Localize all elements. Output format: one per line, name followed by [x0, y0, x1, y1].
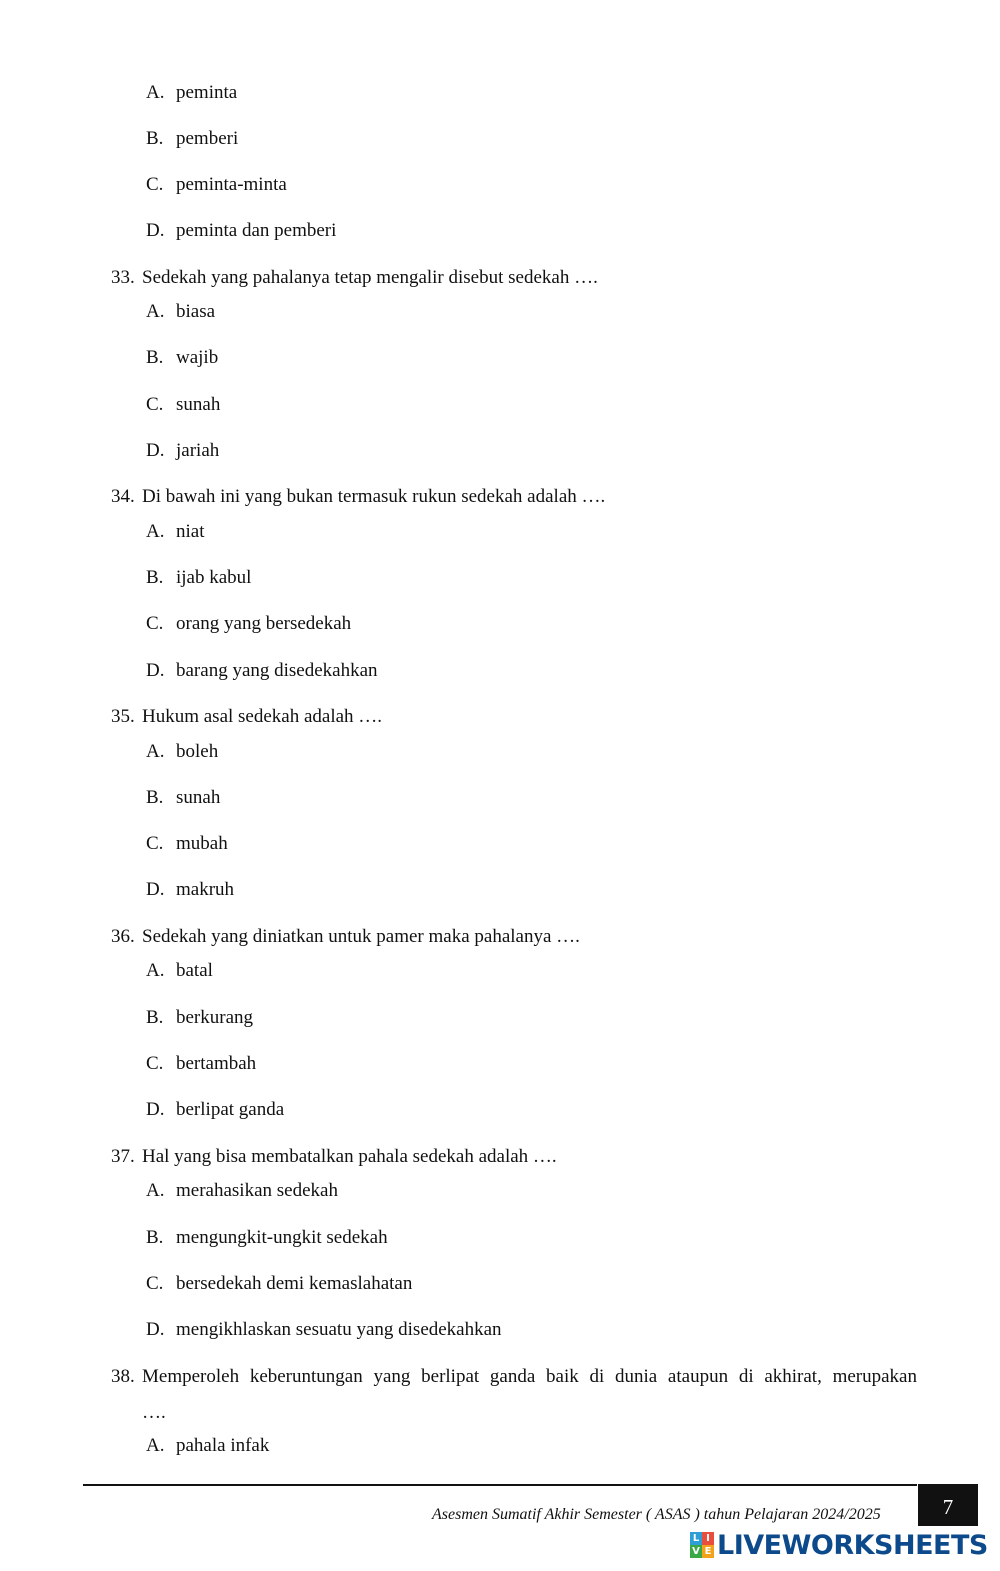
option-text: sunah: [176, 394, 221, 415]
question-number: 33.: [111, 267, 135, 288]
option-text: merahasikan sedekah: [176, 1180, 338, 1201]
option-letter: A.: [146, 301, 165, 322]
option-text: batal: [176, 960, 213, 981]
option-letter: B.: [146, 1227, 164, 1248]
q37-option-b[interactable]: [146, 1226, 388, 1250]
option-letter: B.: [146, 1007, 164, 1028]
logo-letter-v: V: [690, 1545, 702, 1558]
option-text: bersedekah demi kemaslahatan: [176, 1273, 413, 1294]
q34-option-b[interactable]: [146, 566, 251, 590]
q36-option-d[interactable]: [146, 1098, 284, 1122]
option-text: mubah: [176, 833, 228, 854]
option-text: berkurang: [176, 1007, 254, 1028]
option-text: ijab kabul: [176, 567, 252, 588]
option-letter: C.: [146, 1053, 164, 1074]
option-letter: B.: [146, 128, 164, 149]
question-36: [111, 925, 580, 949]
q35-option-d[interactable]: [146, 878, 234, 902]
q33-option-c[interactable]: [146, 393, 220, 417]
option-text: mengungkit-ungkit sedekah: [176, 1227, 388, 1248]
option-letter: C.: [146, 613, 164, 634]
question-text: Memperoleh keberuntungan yang berlipat ganda baik di dunia ataupun di akhirat, merupakan: [142, 1366, 917, 1387]
option-text: peminta: [176, 82, 238, 103]
liveworksheets-logo-icon: [690, 1532, 714, 1558]
question-number: 38.: [111, 1366, 135, 1387]
question-number: 36.: [111, 926, 135, 947]
page-number-box: [918, 1484, 978, 1526]
option-letter: C.: [146, 394, 164, 415]
option-letter: A.: [146, 960, 165, 981]
option-text: wajib: [176, 347, 219, 368]
question-text: Sedekah yang diniatkan untuk pamer maka pahalanya ….: [142, 926, 580, 947]
q32-option-d[interactable]: [146, 219, 336, 243]
option-letter: D.: [146, 879, 165, 900]
logo-letter-l: L: [690, 1532, 702, 1545]
question-38-continuation: ….: [142, 1402, 166, 1423]
q37-option-c[interactable]: [146, 1272, 412, 1296]
q35-option-c[interactable]: [146, 832, 228, 856]
question-38: [111, 1365, 917, 1389]
logo-letter-e: E: [702, 1545, 714, 1558]
q35-option-a[interactable]: [146, 740, 218, 764]
option-text: sunah: [176, 787, 221, 808]
q36-option-a[interactable]: [146, 959, 213, 983]
option-letter: C.: [146, 1273, 164, 1294]
option-letter: B.: [146, 567, 164, 588]
q34-option-d[interactable]: [146, 659, 378, 683]
option-letter: D.: [146, 660, 165, 681]
page-number: 7: [942, 1495, 954, 1519]
footer-title: Asesmen Sumatif Akhir Semester ( ASAS ) tahun Pelajaran 2024/2025: [432, 1506, 881, 1523]
option-text: pemberi: [176, 128, 239, 149]
q34-option-c[interactable]: [146, 612, 351, 636]
option-letter: C.: [146, 174, 164, 195]
option-text: orang yang bersedekah: [176, 613, 352, 634]
question-text: Di bawah ini yang bukan termasuk rukun sedekah adalah ….: [142, 486, 606, 507]
q34-option-a[interactable]: [146, 520, 205, 544]
q36-option-c[interactable]: [146, 1052, 256, 1076]
option-letter: A.: [146, 521, 165, 542]
option-text: berlipat ganda: [176, 1099, 285, 1120]
option-text: peminta-minta: [176, 174, 287, 195]
question-text: Sedekah yang pahalanya tetap mengalir disebut sedekah ….: [142, 267, 598, 288]
q32-option-c[interactable]: [146, 173, 287, 197]
option-letter: D.: [146, 1099, 165, 1120]
option-letter: B.: [146, 787, 164, 808]
question-number: 37.: [111, 1146, 135, 1167]
option-letter: D.: [146, 220, 165, 241]
brand-name: LIVEWORKSHEETS: [717, 1529, 988, 1561]
option-text: niat: [176, 521, 205, 542]
question-37: [111, 1145, 557, 1169]
option-text: pahala infak: [176, 1435, 270, 1456]
option-letter: C.: [146, 833, 164, 854]
question-35: [111, 705, 382, 729]
question-text: Hal yang bisa membatalkan pahala sedekah adalah ….: [142, 1146, 557, 1167]
option-text: makruh: [176, 879, 235, 900]
q35-option-b[interactable]: [146, 786, 220, 810]
option-text: barang yang disedekahkan: [176, 660, 378, 681]
q32-option-a[interactable]: [146, 81, 237, 105]
option-letter: A.: [146, 1180, 165, 1201]
option-letter: A.: [146, 82, 165, 103]
option-letter: A.: [146, 1435, 165, 1456]
option-letter: B.: [146, 347, 164, 368]
question-text: Hukum asal sedekah adalah ….: [142, 706, 383, 727]
question-33: [111, 266, 598, 290]
question-number: 34.: [111, 486, 135, 507]
q33-option-d[interactable]: [146, 439, 219, 463]
liveworksheets-brand[interactable]: [690, 1528, 988, 1562]
q38-option-a[interactable]: [146, 1434, 269, 1458]
option-letter: D.: [146, 1319, 165, 1340]
option-text: boleh: [176, 741, 219, 762]
q37-option-d[interactable]: [146, 1318, 502, 1342]
option-text: mengikhlaskan sesuatu yang disedekahkan: [176, 1319, 502, 1340]
option-text: peminta dan pemberi: [176, 220, 337, 241]
option-letter: A.: [146, 741, 165, 762]
option-text: jariah: [176, 440, 220, 461]
option-letter: D.: [146, 440, 165, 461]
q33-option-a[interactable]: [146, 300, 215, 324]
option-text: biasa: [176, 301, 216, 322]
q36-option-b[interactable]: [146, 1006, 253, 1030]
option-text: bertambah: [176, 1053, 257, 1074]
question-number: 35.: [111, 706, 135, 727]
logo-letter-i: I: [702, 1532, 714, 1545]
question-34: [111, 485, 605, 509]
footer-rule: [83, 1484, 917, 1486]
q37-option-a[interactable]: [146, 1179, 338, 1203]
q32-option-b[interactable]: [146, 127, 238, 151]
q33-option-b[interactable]: [146, 346, 218, 370]
